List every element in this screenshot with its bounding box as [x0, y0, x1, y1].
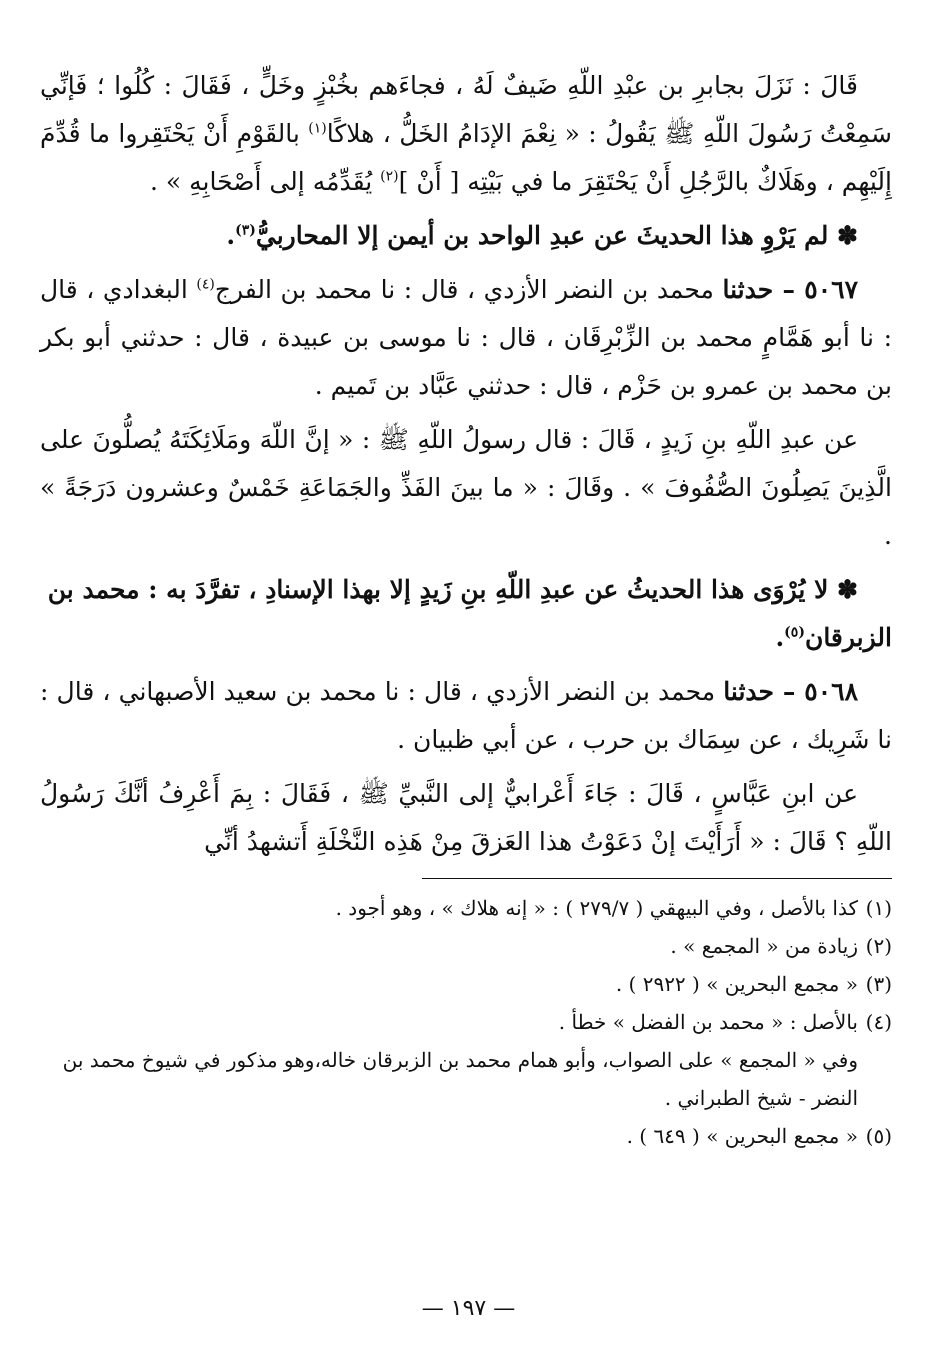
footnote-ref[interactable]: (٢): [380, 168, 399, 185]
hadith-note: [40, 212, 892, 260]
text: بالقَوْمِ أَنْ يَحْتَقِروا ما قُدِّمَ إِلَيْهِم ، وهَلَاكٌ بالرَّجُلِ أَنْ يَحْتَقِرَ ما في بَيْتِه [ أَنْ ]: [40, 119, 892, 196]
text: يُقَدِّمُه إلى أَصْحَابِهِ » .: [149, 167, 381, 196]
footnote: [40, 1003, 892, 1041]
hadith-keyword: حدثنا: [723, 677, 774, 706]
footnote-text: بالأصل : « محمد بن الفضل » خطأ .: [558, 1010, 858, 1034]
footnotes: [40, 889, 892, 1155]
text: قَالَ : نَزَلَ بجابرِ بن عبْدِ اللّهِ ضَيفٌ لَهُ ، فجاءَهم بخُبْزٍ وخَلٍّ ، فَقَالَ : كُلُوا ؛ فَإنِّي سَمِعْتُ رَسُولَ اللّهِ ﷺ يَقُولُ : « نِعْمَ الإدَامُ الخَلُّ ، هلاكًا: [40, 71, 893, 148]
hadith-note: [40, 566, 892, 662]
note-text: ✽ لا يُرْوَى هذا الحديثُ عن عبدِ اللّهِ بنِ زَيدٍ إلا بهذا الإسنادِ ، تفرَّدَ به : محمد بن الزبرقان: [47, 575, 892, 652]
footnote-ref[interactable]: (٥): [784, 624, 805, 641]
dash: –: [774, 677, 805, 706]
punctuation: .: [775, 623, 785, 652]
footnote-number: (٤): [865, 1010, 892, 1034]
footnote-number: (٢): [865, 934, 892, 958]
text: عن عبدِ اللّهِ بنِ زَيدٍ ، قَالَ : قال رسولُ اللّهِ ﷺ : « إنَّ اللّهَ ومَلَائِكَتَهُ يُصلُّونَ على الَّذِينَ يَصِلُونَ الصُّفُوفَ » . وقَالَ : « ما بينَ الفَذِّ والجَمَاعَةِ خَمْسٌ وعشرون دَرَجَةً » .: [40, 425, 892, 550]
footnote-number: (٣): [865, 972, 892, 996]
footnote-ref[interactable]: (٤): [196, 276, 215, 293]
hadith-5068-isnad: [40, 668, 892, 764]
hadith-5067-isnad: [40, 266, 892, 410]
footnote-text: « مجمع البحرين » ( ٢٩٢٢ ) .: [615, 972, 858, 996]
hadith-number: ٥٠٦٨: [804, 677, 858, 706]
page-body: [40, 62, 892, 1155]
hadith-5067-matn: [40, 416, 892, 560]
hadith-keyword: حدثنا: [722, 275, 774, 304]
footnote: [40, 1117, 892, 1155]
note-text: ✽ لم يَرْوِ هذا الحديثَ عن عبدِ الواحد بن أيمن إلا المحاربيُّ: [255, 221, 858, 250]
footnote-number: (٥): [865, 1124, 892, 1148]
footnote-text: زيادة من « المجمع » .: [670, 934, 858, 958]
dash: –: [773, 275, 805, 304]
footnote-divider: [422, 878, 892, 879]
footnote: [40, 889, 892, 927]
text: محمد بن النضر الأزدي ، قال : نا محمد بن الفرج: [214, 275, 723, 304]
footnote-ref[interactable]: (٣): [235, 222, 256, 239]
hadith-number: ٥٠٦٧: [804, 275, 858, 304]
footnote-continuation: [40, 1041, 892, 1117]
paragraph: [40, 62, 892, 206]
footnote: [40, 965, 892, 1003]
footnote-text: كذا بالأصل ، وفي البيهقي ( ٢٧٩/٧ ) : « إنه هلاك » ، وهو أجود .: [335, 896, 858, 920]
footnote-text: « مجمع البحرين » ( ٦٤٩ ) .: [626, 1124, 858, 1148]
footnote-number: (١): [865, 896, 892, 920]
page-number: — ١٩٧ —: [421, 1296, 516, 1321]
hadith-5068-matn: [40, 770, 892, 866]
footnote: [40, 927, 892, 965]
text: محمد بن النضر الأزدي ، قال : نا محمد بن سعيد الأصبهاني ، قال : نا شَرِيك ، عن سِمَاك بن حرب ، عن أبي ظبيان .: [40, 677, 892, 754]
text: البغدادي ، قال : نا أبو هَمَّامٍ محمد بن الزِّبْرِقَان ، قال : نا موسى بن عبيدة ، قال : حدثني أبو بكر بن محمد بن عمرو بن حَزْم ، قال : حدثني عَبَّاد بن تَميم .: [40, 275, 892, 400]
punctuation: .: [226, 221, 236, 250]
footnote-ref[interactable]: (١): [308, 120, 327, 137]
text: عن ابنِ عَبَّاسٍ ، قَالَ : جَاءَ أَعْرابيٌّ إلى النَّبيِّ ﷺ ، فَقَالَ : بِمَ أَعْرِفُ أنَّكَ رَسُولُ اللّهِ ؟ قَالَ : « أَرَأَيْتَ إنْ دَعَوْتُ هذا العَزقَ مِنْ هَذِه النَّخْلَةِ أَتشهدُ أنِّي: [40, 779, 892, 856]
footnote-text: وفي « المجمع » على الصواب، وأبو همام محمد بن الزبرقان خاله،وهو مذكور في شيوخ محمد بن النضر - شيخ الطبراني .: [62, 1048, 858, 1110]
